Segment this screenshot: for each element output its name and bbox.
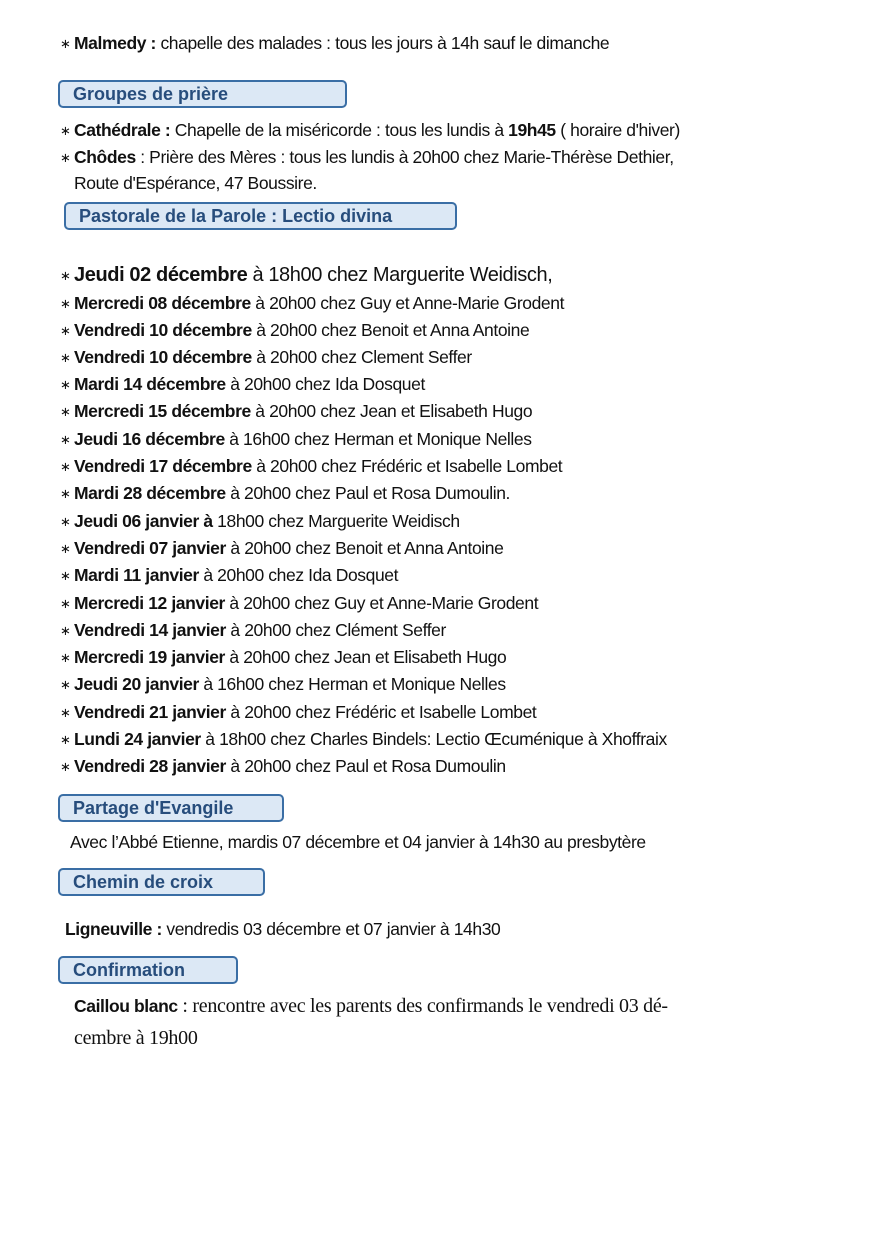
bullet-icon: ∗ (60, 432, 71, 447)
section-header-pastorale: Pastorale de la Parole : Lectio divina (64, 202, 457, 230)
bullet-icon: ∗ (60, 568, 71, 583)
cathedrale-line: ∗ Cathédrale : Chapelle de la miséricorde : tous les lundis à 19h45 ( horaire d'hiver) (60, 120, 680, 140)
chodes-line-2: Route d'Espérance, 47 Boussire. (74, 173, 317, 193)
bullet-icon: ∗ (60, 123, 71, 138)
pastorale-date: Mardi 28 décembre (74, 483, 226, 503)
bullet-icon: ∗ (60, 296, 71, 311)
pastorale-detail: à 18h00 chez Marguerite Weidisch, (247, 264, 553, 286)
pastorale-detail: à 20h00 chez Guy et Anne-Marie Grodent (250, 293, 565, 313)
pastorale-item (60, 646, 506, 669)
pastorale-detail: à 20h00 chez Frédéric et Isabelle Lombet (251, 456, 563, 476)
pastorale-date: Lundi 24 janvier (74, 729, 201, 749)
pastorale-date: Jeudi 06 janvier à (74, 511, 213, 531)
bullet-icon: ∗ (60, 459, 71, 474)
pastorale-date: Jeudi 20 janvier (74, 674, 199, 694)
chemin-text: Ligneuville : vendredis 03 décembre et 07 janvier à 14h30 (65, 919, 501, 939)
pastorale-detail: à 20h00 chez Frédéric et Isabelle Lombet (225, 702, 537, 722)
pastorale-item (60, 755, 506, 778)
pastorale-item (60, 482, 510, 505)
pastorale-item (60, 455, 562, 478)
pastorale-item (60, 428, 532, 451)
pastorale-detail: à 20h00 chez Clement Seffer (251, 347, 472, 367)
bullet-icon: ∗ (60, 323, 71, 338)
pastorale-date: Mardi 14 décembre (74, 374, 226, 394)
bullet-icon: ∗ (60, 268, 71, 283)
pastorale-date: Vendredi 10 décembre (74, 347, 252, 367)
pastorale-date: Mercredi 15 décembre (74, 401, 251, 421)
pastorale-detail: à 18h00 chez Charles Bindels: Lectio Œcuménique à Xhoffraix (200, 729, 667, 749)
pastorale-detail: à 20h00 chez Jean et Elisabeth Hugo (250, 401, 533, 421)
pastorale-item (60, 400, 532, 423)
pastorale-date: Vendredi 10 décembre (74, 320, 252, 340)
bullet-icon: ∗ (60, 650, 71, 665)
pastorale-detail: 18h00 chez Marguerite Weidisch (212, 511, 460, 531)
pastorale-date: Mercredi 12 janvier (74, 593, 225, 613)
bullet-icon: ∗ (60, 377, 71, 392)
pastorale-date: Vendredi 21 janvier (74, 702, 226, 722)
chodes-line: ∗ Chôdes : Prière des Mères : tous les lundis à 20h00 chez Marie-Thérèse Dethier, (60, 147, 674, 167)
bullet-icon: ∗ (60, 596, 71, 611)
pastorale-item (60, 619, 446, 642)
pastorale-detail: à 20h00 chez Benoit et Anna Antoine (251, 320, 530, 340)
pastorale-date: Vendredi 07 janvier (74, 538, 226, 558)
confirmation-text-2: cembre à 19h00 (74, 1027, 198, 1049)
bullet-icon: ∗ (60, 732, 71, 747)
pastorale-detail: à 20h00 chez Guy et Anne-Marie Grodent (224, 593, 539, 613)
pastorale-item (60, 346, 472, 369)
pastorale-detail: à 20h00 chez Ida Dosquet (225, 374, 425, 394)
pastorale-item (60, 373, 425, 396)
section-header-groupes: Groupes de prière (58, 80, 347, 108)
pastorale-date: Vendredi 17 décembre (74, 456, 252, 476)
bullet-icon: ∗ (60, 150, 71, 165)
pastorale-date: Mardi 11 janvier (74, 565, 199, 585)
bullet-icon: ∗ (60, 486, 71, 501)
pastorale-item (60, 728, 667, 751)
malmedy-line: ∗ Malmedy : chapelle des malades : tous les jours à 14h sauf le dimanche (60, 33, 610, 53)
bullet-icon: ∗ (60, 514, 71, 529)
pastorale-detail: à 20h00 chez Paul et Rosa Dumoulin (225, 756, 506, 776)
pastorale-item (60, 537, 503, 560)
pastorale-date: Mercredi 08 décembre (74, 293, 251, 313)
section-header-partage: Partage d'Evangile (58, 794, 284, 822)
pastorale-date: Vendredi 28 janvier (74, 756, 226, 776)
pastorale-detail: à 20h00 chez Ida Dosquet (198, 565, 399, 585)
pastorale-item (60, 564, 398, 587)
pastorale-detail: à 20h00 chez Benoit et Anna Antoine (225, 538, 504, 558)
pastorale-detail: à 16h00 chez Herman et Monique Nelles (198, 674, 506, 694)
pastorale-date: Jeudi 16 décembre (74, 429, 225, 449)
bullet-icon: ∗ (60, 705, 71, 720)
partage-text: Avec l’Abbé Etienne, mardis 07 décembre et 04 janvier à 14h30 au presbytère (70, 832, 646, 852)
bullet-icon: ∗ (60, 404, 71, 419)
bullet-icon: ∗ (60, 623, 71, 638)
bullet-icon: ∗ (60, 677, 71, 692)
pastorale-item (60, 510, 460, 533)
confirmation-text: Caillou blanc : rencontre avec les parents des confirmands le vendredi 03 dé- (74, 995, 668, 1017)
section-header-chemin: Chemin de croix (58, 868, 265, 896)
pastorale-date: Mercredi 19 janvier (74, 647, 225, 667)
pastorale-item (60, 592, 538, 615)
pastorale-detail: à 20h00 chez Clément Seffer (225, 620, 446, 640)
pastorale-item (60, 292, 564, 315)
section-header-confirmation: Confirmation (58, 956, 238, 984)
pastorale-item (60, 701, 536, 724)
bullet-icon: ∗ (60, 541, 71, 556)
bullet-icon: ∗ (60, 36, 71, 51)
pastorale-item (60, 673, 506, 696)
pastorale-detail: à 20h00 chez Jean et Elisabeth Hugo (224, 647, 507, 667)
bullet-icon: ∗ (60, 759, 71, 774)
bullet-icon: ∗ (60, 350, 71, 365)
pastorale-detail: à 20h00 chez Paul et Rosa Dumoulin. (225, 483, 511, 503)
pastorale-item (60, 264, 552, 287)
pastorale-item (60, 319, 529, 342)
pastorale-date: Jeudi 02 décembre (74, 264, 248, 286)
pastorale-date: Vendredi 14 janvier (74, 620, 226, 640)
pastorale-detail: à 16h00 chez Herman et Monique Nelles (224, 429, 532, 449)
